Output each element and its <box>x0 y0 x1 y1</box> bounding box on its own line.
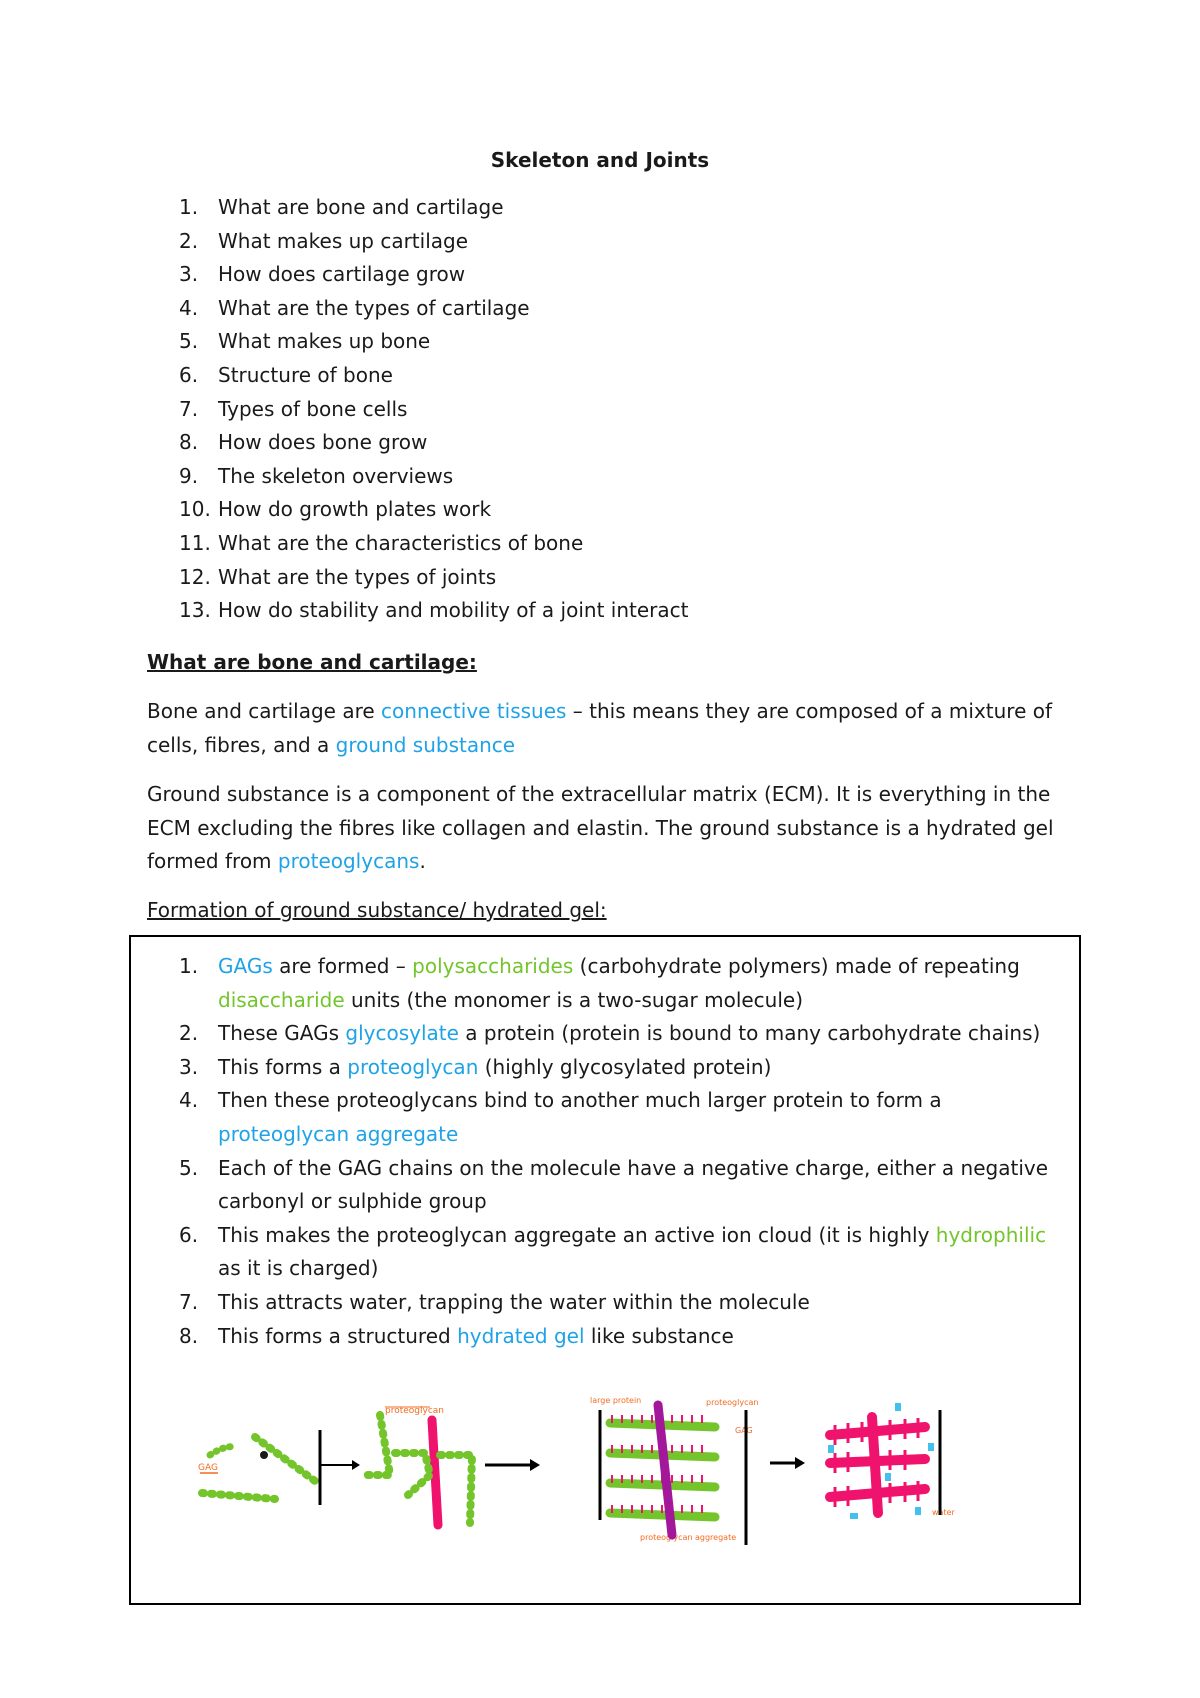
item-text: What makes up bone <box>218 329 431 354</box>
paragraph-text: – this means they are composed of a mixture of cells, fibres, and a <box>147 699 1053 757</box>
contents-item <box>179 296 688 330</box>
highlight-term: proteoglycans <box>277 849 420 874</box>
highlight-term: ground substance <box>335 732 516 757</box>
step-text-part: This forms a structured <box>218 1323 458 1348</box>
section-heading: What are bone and cartilage: <box>147 650 477 674</box>
paragraph-ground-substance <box>147 778 1067 879</box>
item-text: What are the types of joints <box>218 564 497 589</box>
item-number: 6. <box>179 362 199 387</box>
item-number: 8. <box>179 430 199 455</box>
step-text-part: These GAGs <box>218 1021 346 1046</box>
label-gag-2: GAG <box>735 1426 753 1435</box>
contents-item <box>179 195 688 229</box>
step-number: 8. <box>179 1323 199 1348</box>
step-text-part: as it is charged) <box>218 1256 379 1281</box>
step-text-part: This attracts water, trapping the water within the molecule <box>218 1289 810 1314</box>
label-water: water <box>932 1508 955 1517</box>
step-text-part: Then these proteoglycans bind to another much larger protein to form a <box>218 1088 942 1113</box>
item-text: Types of bone cells <box>218 396 408 421</box>
highlight-term: connective tissues <box>381 699 567 723</box>
item-number: 2. <box>179 228 199 253</box>
step-text <box>218 1084 1059 1151</box>
item-text: What makes up cartilage <box>218 228 469 253</box>
gag-chains-drawing <box>198 1430 360 1505</box>
step-text-part: (highly glycosylated protein) <box>478 1054 772 1079</box>
item-number: 10. <box>179 497 211 522</box>
item-text: What are the types of cartilage <box>218 295 530 320</box>
contents-item <box>179 565 688 599</box>
contents-item <box>179 363 688 397</box>
subsection-heading: Formation of ground substance/ hydrated gel: <box>147 898 607 922</box>
item-number: 5. <box>179 329 199 354</box>
step-item <box>179 1017 1059 1051</box>
step-item <box>179 1320 1059 1354</box>
step-number: 3. <box>179 1054 199 1079</box>
highlight-term: GAGs <box>218 954 273 978</box>
step-text-part: like substance <box>584 1323 734 1348</box>
contents-item <box>179 229 688 263</box>
step-text <box>218 1051 1059 1085</box>
step-number: 5. <box>179 1155 199 1180</box>
step-item <box>179 1219 1059 1286</box>
formation-steps <box>179 950 1059 1353</box>
document-title: Skeleton and Joints <box>490 148 710 172</box>
step-text-part: units (the monomer is a two-sugar molecule) <box>344 987 804 1012</box>
highlight-term: disaccharide <box>218 987 345 1012</box>
step-text-part: This forms a <box>218 1054 348 1079</box>
paragraph-connective-tissues <box>147 695 1067 762</box>
label-aggregate: proteoglycan aggregate <box>640 1533 737 1542</box>
item-number: 9. <box>179 463 199 488</box>
step-number: 1. <box>179 954 199 978</box>
aggregate-drawing <box>590 1396 805 1545</box>
diagram-svg <box>180 1395 1040 1575</box>
step-text-part: This makes the proteoglycan aggregate an active ion cloud (it is highly <box>218 1222 936 1247</box>
step-text <box>218 1017 1059 1051</box>
paragraph-text: Ground substance is a component of the extracellular matrix (ECM). It is everything in the ECM excluding the fibres like collagen and elastin. The ground substance is a hydrated gel formed from <box>147 782 1054 874</box>
proteoglycan-drawing <box>365 1406 540 1525</box>
highlight-term: polysaccharides <box>412 954 574 978</box>
step-number: 4. <box>179 1088 199 1113</box>
item-text: The skeleton overviews <box>218 463 454 488</box>
highlight-term: proteoglycan <box>347 1054 479 1079</box>
contents-item <box>179 497 688 531</box>
step-text <box>218 1320 1059 1354</box>
step-text-part: are formed – <box>272 954 413 978</box>
highlight-term: hydrated gel <box>457 1323 585 1348</box>
contents-item <box>179 598 688 632</box>
item-text: How does bone grow <box>218 430 428 455</box>
step-item <box>179 1051 1059 1085</box>
item-number: 4. <box>179 295 199 320</box>
step-text-part: a protein (protein is bound to many carbohydrate chains) <box>458 1021 1041 1046</box>
highlight-term: glycosylate <box>345 1021 459 1046</box>
item-text: What are bone and cartilage <box>218 195 504 219</box>
item-text: How does cartilage grow <box>218 262 466 287</box>
step-text <box>218 1219 1059 1286</box>
step-text-part: Each of the GAG chains on the molecule have a negative charge, either a negative carbonyl or sulphide group <box>218 1155 1049 1214</box>
item-text: How do stability and mobility of a joint interact <box>218 598 689 623</box>
item-text: Structure of bone <box>218 362 393 387</box>
item-number: 1. <box>179 195 199 219</box>
label-proteoglycan: proteoglycan <box>385 1406 445 1416</box>
item-text: How do growth plates work <box>218 497 492 522</box>
step-item <box>179 1152 1059 1219</box>
item-number: 3. <box>179 262 199 287</box>
step-number: 7. <box>179 1289 199 1314</box>
item-number: 11. <box>179 530 211 555</box>
label-large-protein: large protein <box>590 1396 642 1405</box>
label-proteoglycan-2: proteoglycan <box>706 1398 759 1407</box>
paragraph-text: Bone and cartilage are <box>147 699 382 723</box>
label-gag: GAG <box>198 1463 218 1473</box>
step-text-part: (carbohydrate polymers) made of repeating <box>573 954 1020 978</box>
hydrated-gel-drawing <box>828 1403 956 1519</box>
contents-list <box>179 195 688 632</box>
highlight-term: proteoglycan aggregate <box>218 1121 459 1146</box>
contents-item <box>179 531 688 565</box>
contents-item <box>179 262 688 296</box>
contents-item <box>179 329 688 363</box>
item-number: 12. <box>179 564 211 589</box>
contents-item <box>179 397 688 431</box>
step-text <box>218 950 1059 1017</box>
step-text <box>218 1152 1059 1219</box>
step-number: 2. <box>179 1021 199 1046</box>
contents-item <box>179 430 688 464</box>
gel-formation-diagram <box>180 1395 1040 1575</box>
highlight-term: hydrophilic <box>935 1222 1047 1247</box>
step-text <box>218 1286 1059 1320</box>
step-item <box>179 1084 1059 1151</box>
item-number: 7. <box>179 396 199 421</box>
item-text: What are the characteristics of bone <box>218 530 584 555</box>
paragraph-text: . <box>419 849 426 874</box>
step-item <box>179 1286 1059 1320</box>
step-item <box>179 950 1059 1017</box>
contents-item <box>179 464 688 498</box>
item-number: 13. <box>179 598 211 623</box>
step-number: 6. <box>179 1222 199 1247</box>
